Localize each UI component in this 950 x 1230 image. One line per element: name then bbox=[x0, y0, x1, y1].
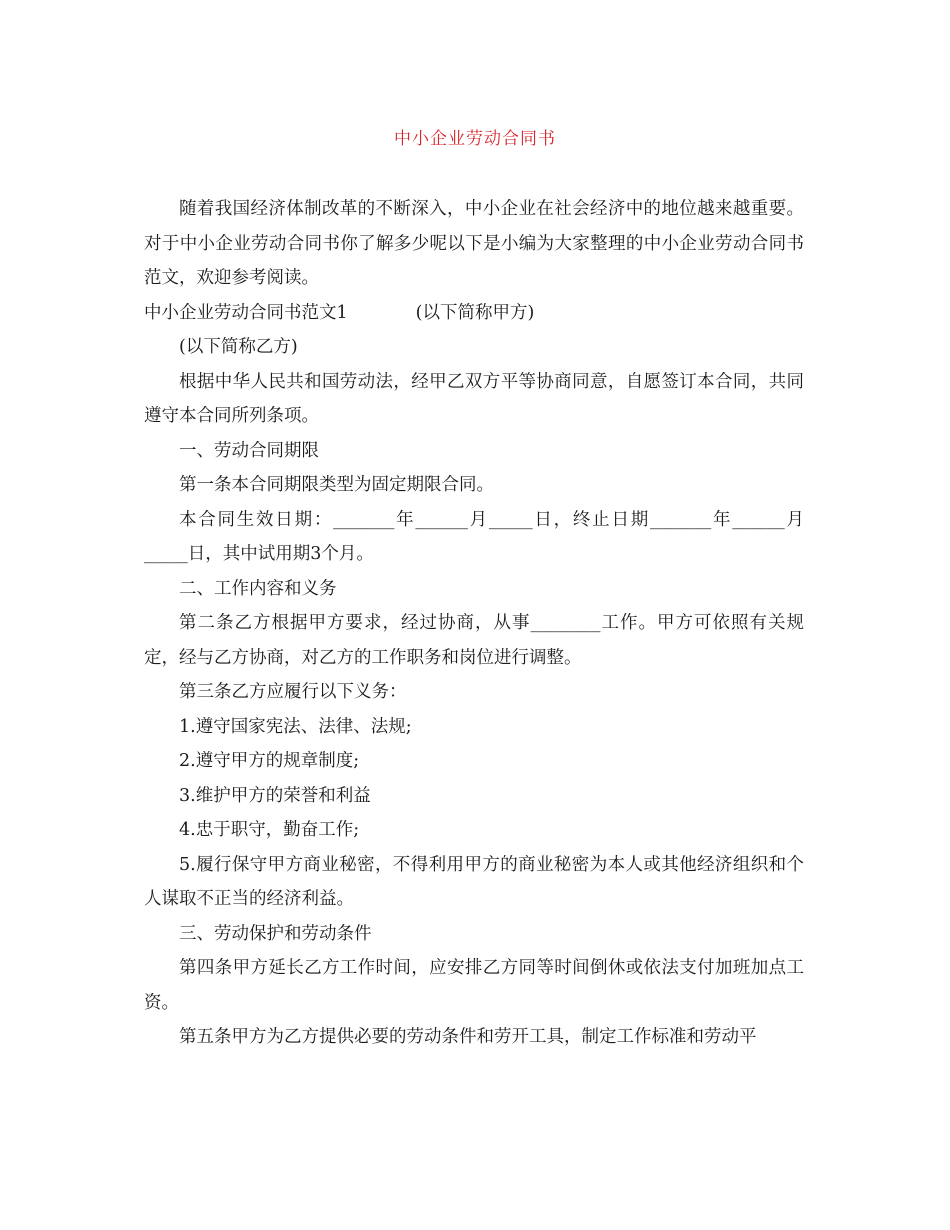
section3-heading: 三、劳动保护和劳动条件 bbox=[179, 923, 372, 944]
preamble-paragraph: 根据中华人民共和国劳动法，经甲乙双方平等协商同意，自愿签订本合同，共同遵守本合同所列条项。 bbox=[144, 371, 804, 426]
section2-heading: 二、工作内容和义务 bbox=[179, 578, 337, 599]
party-a-label: (以下简称甲方) bbox=[415, 302, 535, 323]
article1-paragraph: 第一条本合同期限类型为固定期限合同。 bbox=[179, 475, 494, 495]
duty2-item: 2.遵守甲方的规章制度; bbox=[179, 751, 360, 771]
article4-paragraph: 第四条甲方延长乙方工作时间，应安排乙方同等时间倒休或依法支付加班加点工资。 bbox=[144, 958, 804, 1013]
duty5-item: 5.履行保守甲方商业秘密，不得利用甲方的商业秘密为本人或其他经济组织和个人谋取不正当的经济利益。 bbox=[144, 854, 804, 909]
article3-paragraph: 第三条乙方应履行以下义务： bbox=[179, 682, 407, 702]
sample-title-line bbox=[144, 296, 804, 331]
document-title: 中小企业劳动合同书 bbox=[394, 129, 556, 149]
effective-date-paragraph: 本合同生效日期：_______年______月_____日，终止日期_______年______月_____日，其中试用期3个月。 bbox=[144, 509, 804, 564]
duty3-item: 3.维护甲方的荣誉和利益 bbox=[179, 785, 371, 806]
duty4-item: 4.忠于职守，勤奋工作; bbox=[179, 820, 360, 840]
article2-paragraph: 第二条乙方根据甲方要求，经过协商，从事________工作。甲方可依照有关规定，经与乙方协商，对乙方的工作职务和岗位进行调整。 bbox=[144, 613, 804, 668]
sample-title: 中小企业劳动合同书范文1 bbox=[144, 302, 348, 323]
duty1-item: 1.遵守国家宪法、法律、法规; bbox=[179, 716, 412, 737]
article5-paragraph: 第五条甲方为乙方提供必要的劳动条件和劳开工具，制定工作标准和劳动平 bbox=[179, 1027, 757, 1047]
party-b-label: (以下简称乙方) bbox=[179, 337, 298, 357]
section1-heading: 一、劳动合同期限 bbox=[179, 440, 319, 461]
document-body bbox=[144, 192, 804, 1055]
intro-paragraph: 随着我国经济体制改革的不断深入，中小企业在社会经济中的地位越来越重要。对于中小企业劳动合同书你了解多少呢以下是小编为大家整理的中小企业劳动合同书范文，欢迎参考阅读。 bbox=[144, 199, 804, 288]
